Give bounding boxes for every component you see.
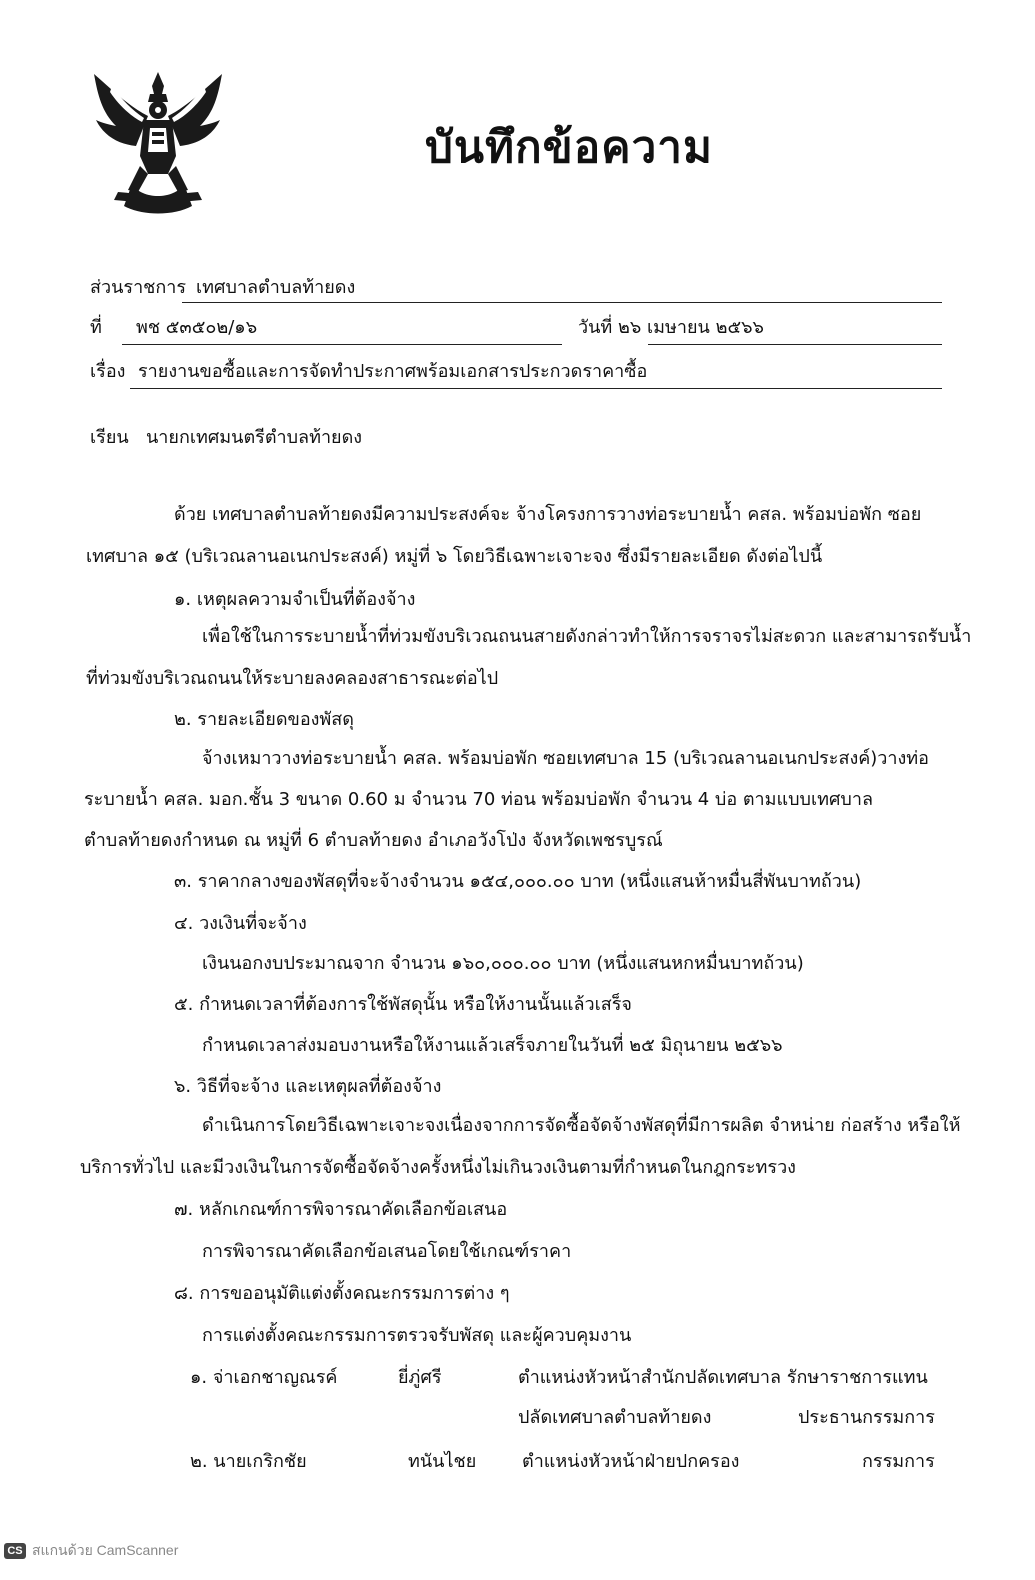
section-6-line-2: บริการทั่วไป และมีวงเงินในการจัดซื้อจัดจ้างครั้งหนึ่งไม่เกินวงเงินตามที่กำหนดในกฎกระทรวง bbox=[80, 1157, 796, 1178]
section-6-line-1: ดำเนินการโดยวิธีเฉพาะเจาะจงเนื่องจากการจัดซื้อจัดจ้างพัสดุที่มีการผลิต จำหน่าย ก่อสร้าง หรือให้ bbox=[202, 1115, 961, 1136]
office-value: เทศบาลตำบลท้ายดง bbox=[196, 277, 356, 298]
to-value: นายกเทศมนตรีตำบลท้ายดง bbox=[146, 427, 363, 448]
section-2-line-1: จ้างเหมาวางท่อระบายน้ำ คสล. พร้อมบ่อพัก ซอยเทศบาล 15 (บริเวณลานอเนกประสงค์)วางท่อ bbox=[202, 748, 929, 769]
subject-value: รายงานขอซื้อและการจัดทำประกาศพร้อมเอกสารประกวดราคาซื้อ bbox=[138, 361, 648, 382]
office-rule bbox=[182, 302, 942, 303]
camscanner-text: สแกนด้วย CamScanner bbox=[32, 1542, 179, 1558]
section-8-heading: ๘. การขออนุมัติแต่งตั้งคณะกรรมการต่าง ๆ bbox=[174, 1283, 510, 1304]
committee-1-position: ตำแหน่งหัวหน้าสำนักปลัดเทศบาล รักษาราชการแทน bbox=[518, 1367, 928, 1388]
committee-2-name: ๒. นายเกริกชัย bbox=[190, 1451, 307, 1472]
section-3-heading: ๓. ราคากลางของพัสดุที่จะจ้างจำนวน ๑๕๔,๐๐๐.๐๐ บาท (หนึ่งแสนห้าหมื่นสี่พันบาทถ้วน) bbox=[174, 871, 862, 892]
committee-2-position: ตำแหน่งหัวหน้าฝ่ายปกครอง bbox=[522, 1451, 740, 1472]
section-7-heading: ๗. หลักเกณฑ์การพิจารณาคัดเลือกข้อเสนอ bbox=[174, 1199, 508, 1220]
section-5-heading: ๕. กำหนดเวลาที่ต้องการใช้พัสดุนั้น หรือให้งานนั้นแล้วเสร็จ bbox=[174, 994, 632, 1015]
section-6-heading: ๖. วิธีที่จะจ้าง และเหตุผลที่ต้องจ้าง bbox=[174, 1076, 442, 1097]
section-4-line-1: เงินนอกงบประมาณจาก จำนวน ๑๖๐,๐๐๐.๐๐ บาท (หนึ่งแสนหกหมื่นบาทถ้วน) bbox=[202, 953, 804, 974]
to-label: เรียน bbox=[90, 427, 129, 448]
memo-date: วันที่ ๒๖ เมษายน ๒๕๖๖ bbox=[578, 317, 764, 338]
section-4-heading: ๔. วงเงินที่จะจ้าง bbox=[174, 913, 307, 934]
section-1-heading: ๑. เหตุผลความจำเป็นที่ต้องจ้าง bbox=[174, 589, 416, 610]
committee-2-surname: ทนันไชย bbox=[408, 1451, 477, 1472]
date-rule bbox=[648, 344, 942, 345]
ref-value: พช ๕๓๕๐๒/๑๖ bbox=[136, 317, 258, 338]
camscanner-icon: CS bbox=[4, 1543, 26, 1559]
page-title: บันทึกข้อความ bbox=[425, 122, 714, 173]
subject-rule bbox=[130, 388, 942, 389]
committee-1-position-2: ปลัดเทศบาลตำบลท้ายดง bbox=[518, 1407, 712, 1428]
section-8-line-1: การแต่งตั้งคณะกรรมการตรวจรับพัสดุ และผู้ควบคุมงาน bbox=[202, 1325, 632, 1346]
section-5-line-1: กำหนดเวลาส่งมอบงานหรือให้งานแล้วเสร็จภายในวันที่ ๒๕ มิถุนายน ๒๕๖๖ bbox=[202, 1035, 783, 1056]
section-1-line-2: ที่ท่วมขังบริเวณถนนให้ระบายลงคลองสาธารณะต่อไป bbox=[86, 668, 499, 689]
ref-label: ที่ bbox=[90, 317, 102, 338]
section-1-line-1: เพื่อใช้ในการระบายน้ำที่ท่วมขังบริเวณถนนสายดังกล่าวทำให้การจราจรไม่สะดวก และสามารถรับน้ำ bbox=[202, 626, 972, 647]
ref-rule bbox=[122, 344, 562, 345]
committee-1-surname: ยี่ภู่ศรี bbox=[398, 1367, 442, 1388]
office-label: ส่วนราชการ bbox=[90, 277, 187, 298]
intro-line-1: ด้วย เทศบาลตำบลท้ายดงมีความประสงค์จะ จ้างโครงการวางท่อระบายน้ำ คสล. พร้อมบ่อพัก ซอย bbox=[174, 504, 922, 525]
committee-2-role: กรรมการ bbox=[862, 1451, 935, 1472]
camscanner-watermark bbox=[4, 1540, 178, 1562]
committee-1-name: ๑. จ่าเอกชาญณรค์ bbox=[190, 1367, 338, 1388]
section-2-line-3: ตำบลท้ายดงกำหนด ณ หมู่ที่ 6 ตำบลท้ายดง อำเภอวังโป่ง จังหวัดเพชรบูรณ์ bbox=[84, 830, 663, 851]
section-2-heading: ๒. รายละเอียดของพัสดุ bbox=[174, 709, 354, 730]
intro-line-2: เทศบาล ๑๕ (บริเวณลานอเนกประสงค์) หมู่ที่ ๖ โดยวิธีเฉพาะเจาะจง ซึ่งมีรายละเอียด ดังต่อไปนี้ bbox=[86, 546, 823, 567]
subject-label: เรื่อง bbox=[90, 361, 126, 382]
garuda-emblem-icon bbox=[88, 66, 228, 218]
section-2-line-2: ระบายน้ำ คสล. มอก.ชั้น 3 ขนาด 0.60 ม จำนวน 70 ท่อน พร้อมบ่อพัก จำนวน 4 บ่อ ตามแบบเทศบาล bbox=[84, 789, 873, 810]
section-7-line-1: การพิจารณาคัดเลือกข้อเสนอโดยใช้เกณฑ์ราคา bbox=[202, 1241, 572, 1262]
committee-1-role: ประธานกรรมการ bbox=[798, 1407, 935, 1428]
